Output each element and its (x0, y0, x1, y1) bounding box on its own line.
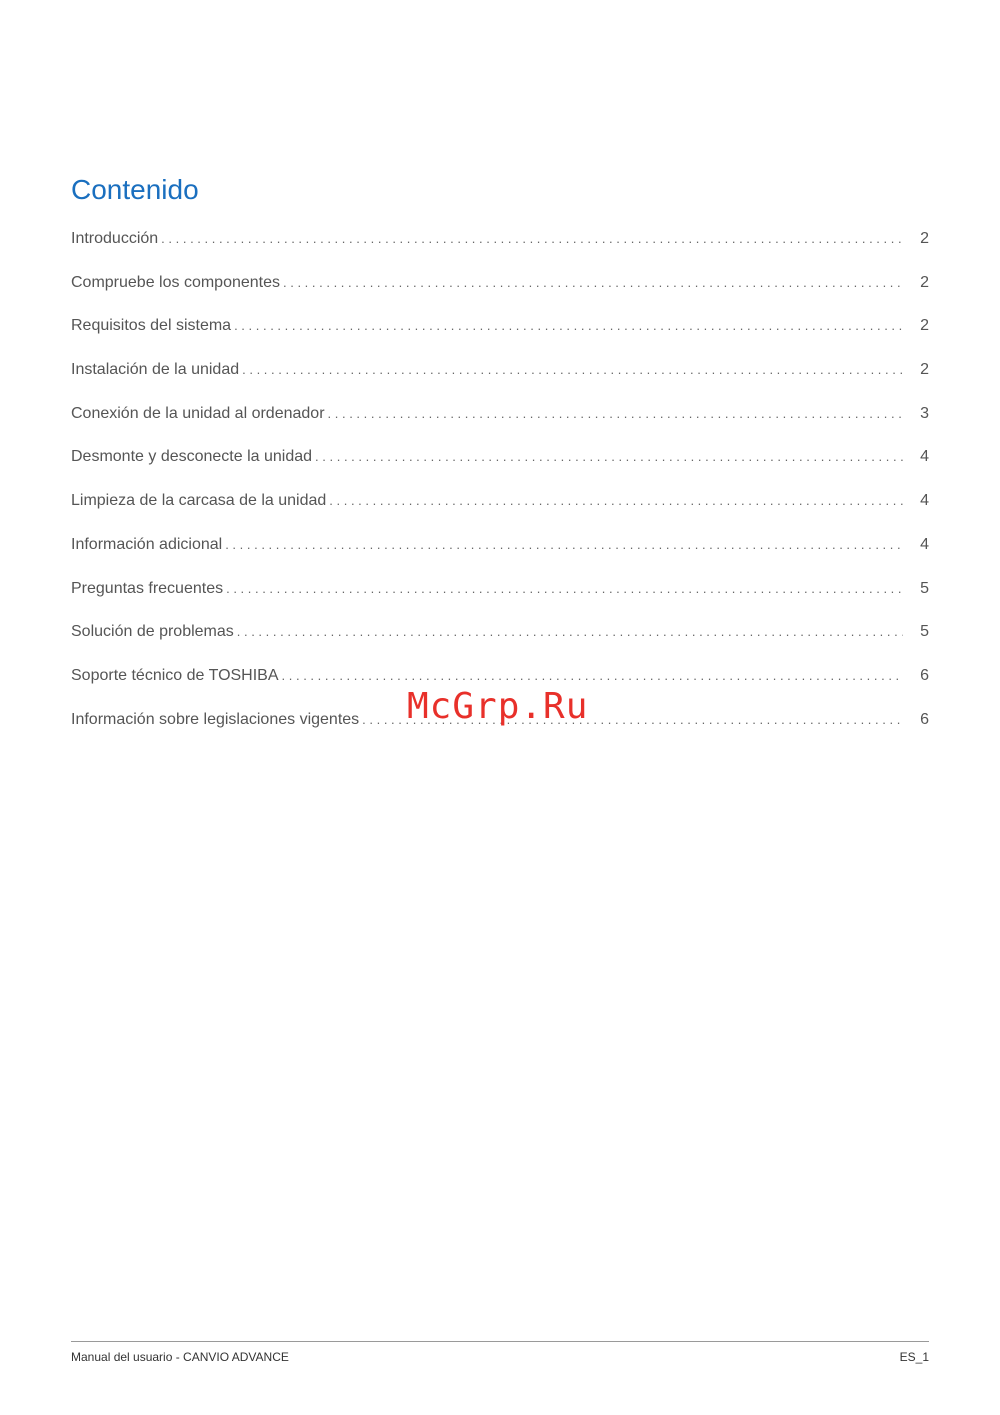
toc-dot-leader (237, 619, 903, 645)
toc-entry-label: Requisitos del sistema (71, 317, 232, 335)
toc-entry[interactable] (71, 444, 929, 488)
toc-page-number: 3 (920, 404, 929, 422)
toc-page-number: 4 (920, 535, 929, 553)
toc-dot-leader (234, 313, 903, 339)
toc-dot-leader (328, 401, 903, 427)
toc-entry[interactable] (71, 619, 929, 663)
toc-entry[interactable] (71, 226, 929, 270)
toc-dot-leader (315, 444, 903, 470)
toc-page-number: 6 (920, 666, 929, 684)
toc-page-number: 2 (920, 273, 929, 291)
toc-entry-label: Preguntas frecuentes (71, 579, 224, 597)
toc-dot-leader (283, 270, 903, 296)
toc-entry[interactable] (71, 401, 929, 445)
toc-entry-label: Desmonte y desconecte la unidad (71, 448, 313, 466)
footer-manual-title: Manual del usuario - CANVIO ADVANCE (71, 1350, 289, 1364)
toc-page-number: 6 (920, 710, 929, 728)
toc-dot-leader (329, 488, 903, 514)
toc-entry[interactable] (71, 357, 929, 401)
toc-entry-label: Compruebe los componentes (71, 273, 281, 291)
toc-entry-label: Información sobre legislaciones vigentes (71, 710, 360, 728)
footer-divider (71, 1341, 929, 1342)
watermark: McGrp.Ru (407, 686, 589, 727)
toc-dot-leader (226, 576, 903, 602)
toc-page-number: 2 (920, 361, 929, 379)
toc-page-number: 4 (920, 492, 929, 510)
toc-entry-label: Soporte técnico de TOSHIBA (71, 666, 279, 684)
toc-entry-label: Conexión de la unidad al ordenador (71, 404, 325, 422)
toc-entry-label: Solución de problemas (71, 623, 234, 641)
toc-page-number: 5 (920, 623, 929, 641)
toc-page-number: 5 (920, 579, 929, 597)
toc-entry[interactable] (71, 488, 929, 532)
toc-dot-leader (242, 357, 903, 383)
toc-page-number: 2 (920, 230, 929, 247)
toc-entry-label: Información adicional (71, 535, 223, 553)
toc-entry-label: Introducción (71, 230, 159, 247)
table-of-contents (71, 226, 929, 750)
toc-entry[interactable] (71, 270, 929, 314)
toc-entry[interactable] (71, 532, 929, 576)
toc-page-number: 4 (920, 448, 929, 466)
footer-page-id: ES_1 (899, 1350, 929, 1364)
toc-dot-leader (282, 663, 903, 689)
toc-page-number: 2 (920, 317, 929, 335)
toc-dot-leader (225, 532, 903, 558)
toc-entry-label: Instalación de la unidad (71, 361, 240, 379)
toc-entry[interactable] (71, 313, 929, 357)
page-title: Contenido (71, 174, 199, 205)
toc-entry-label: Limpieza de la carcasa de la unidad (71, 492, 327, 510)
toc-entry[interactable] (71, 576, 929, 620)
toc-dot-leader (161, 226, 903, 252)
